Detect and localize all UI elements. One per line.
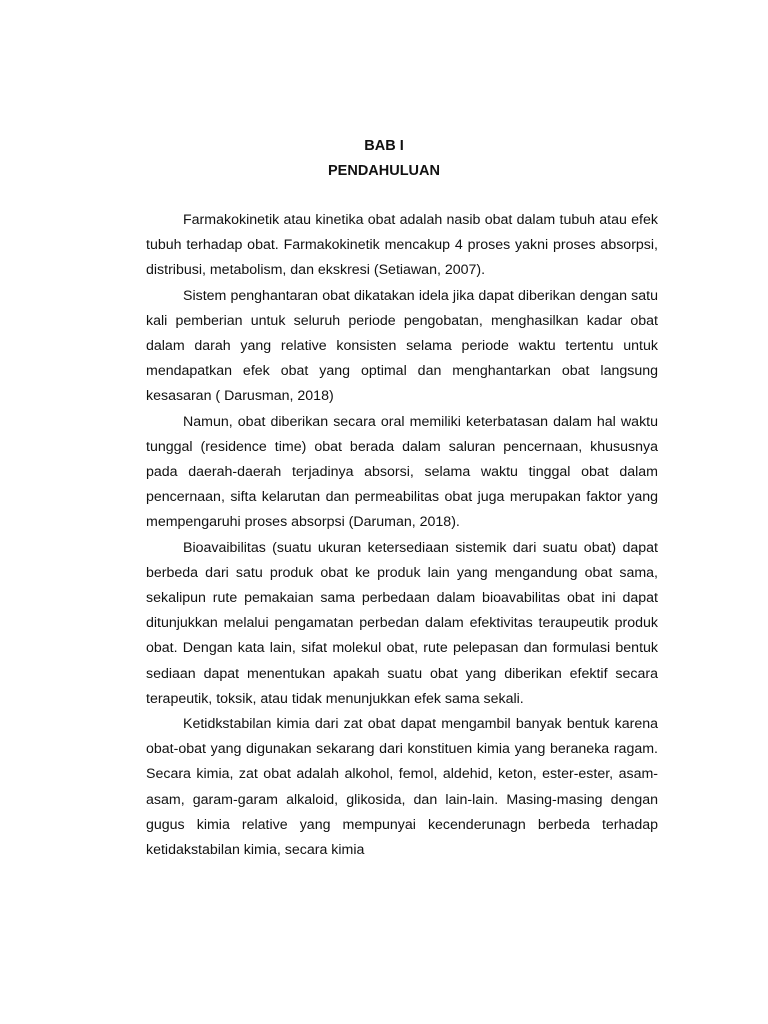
paragraph-bioavaibilitas: Bioavaibilitas (suatu ukuran ketersediaan sistemik dari suatu obat) dapat berbeda dari satu produk obat ke produk lain yang mengandung obat sama, sekalipun rute pemakaian sama perbedaan dalam bioavabilitas obat ini dapat ditunjukkan melalui pengamatan perbedan dalam efektivitas teraupeutik produk obat. Dengan kata lain, sifat molekul obat, rute pelepasan dan formulasi bentuk sediaan dapat menentukan apakah suatu obat yang diberikan efektif secara terapeutik, toksik, atau tidak menunjukkan efek sama sekali.	[146, 539, 658, 707]
paragraph-farmakokinetik: Farmakokinetik atau kinetika obat adalah nasib obat dalam tubuh atau efek tubuh terhadap obat. Farmakokinetik mencakup 4 proses yakni proses absorpsi, distribusi, metabolism, dan ekskresi (Setiawan, 2007).	[146, 212, 658, 279]
chapter-title: PENDAHULUAN	[328, 163, 440, 179]
paragraph-keterbatasan-oral: Namun, obat diberikan secara oral memiliki keterbatasan dalam hal waktu tunggal (residence time) obat berada dalam saluran pencernaan, khususnya pada daerah-daerah terjadinya absorsi, selama waktu tinggal obat dalam pencernaan, sifta kelarutan dan permeabilitas obat juga merupakan faktor yang mempengaruhi proses absorpsi (Daruman, 2018).	[146, 413, 658, 531]
paragraph-sistem-penghantaran: Sistem penghantaran obat dikatakan idela jika dapat diberikan dengan satu kali pemberian untuk seluruh periode pengobatan, menghasilkan kadar obat dalam darah yang relative konsisten selama periode waktu tertentu untuk mendapatkan efek obat yang optimal dan menghantarkan obat langsung kesasaran ( Darusman, 2018)	[146, 287, 658, 405]
chapter-number: BAB I	[364, 138, 404, 154]
body-text	[146, 208, 658, 863]
paragraph-ketidakstabilan-kimia: Ketidkstabilan kimia dari zat obat dapat mengambil banyak bentuk karena obat-obat yang digunakan sekarang dari konstituen kimia yang beraneka ragam. Secara kimia, zat obat adalah alkohol, femol, aldehid, keton, ester-ester, asam-asam, garam-garam alkaloid, glikosida, dan lain-lain. Masing-masing dengan gugus kimia relative yang mempunyai kecenderunagn berbeda terhadap ketidakstabilan kimia, secara kimia	[146, 716, 658, 859]
